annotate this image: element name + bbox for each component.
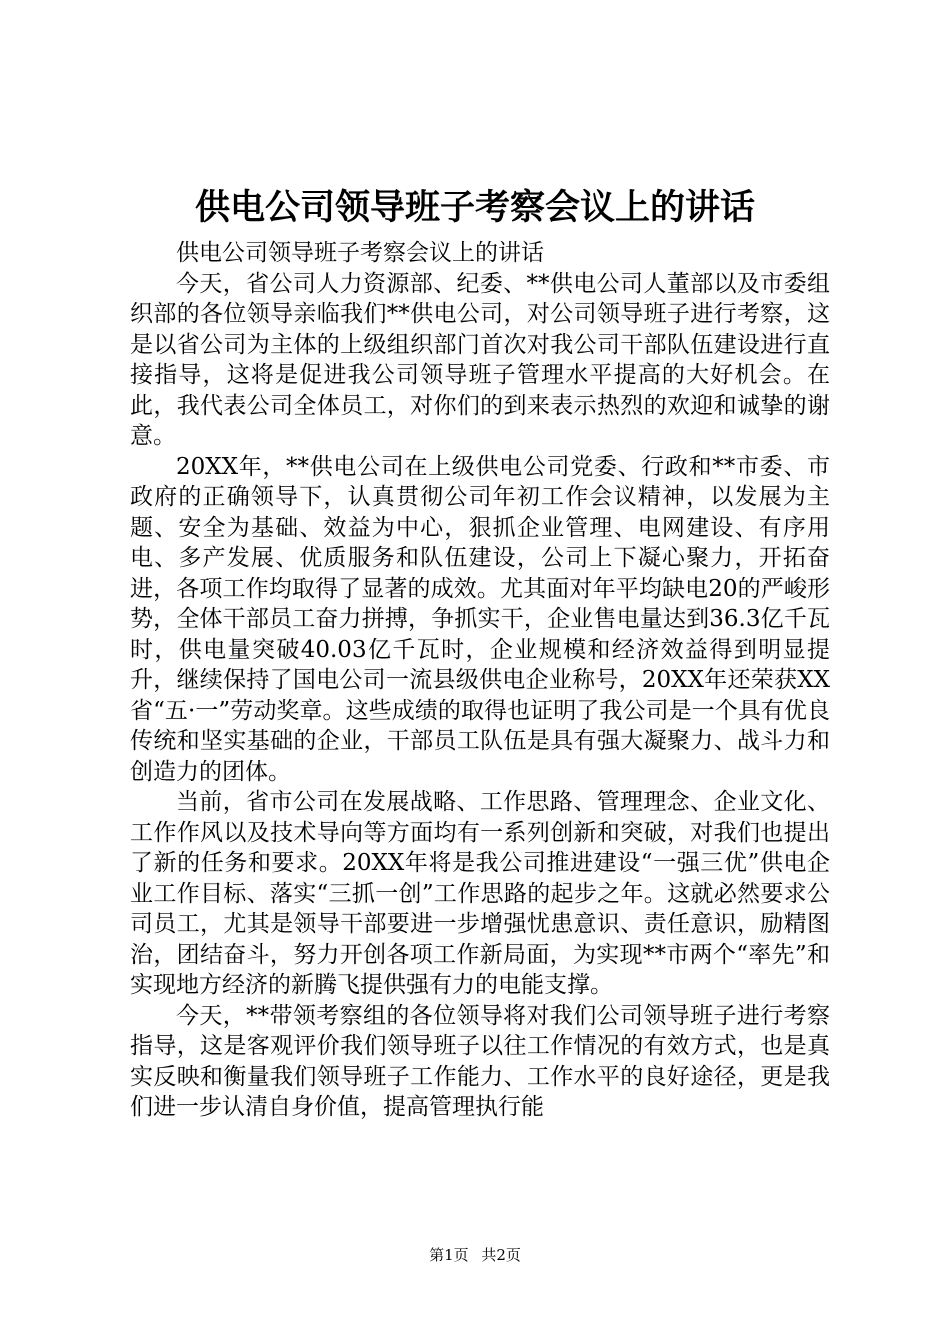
document-body xyxy=(130,238,830,1123)
paragraph-1: 今天，省公司人力资源部、纪委、**供电公司人董部以及市委组织部的各位领导亲临我们**供电公司，对公司领导班子进行考察，这是以省公司为主体的上级组织部门首次对我公司干部队伍建设进行直接指导，这将是促进我公司领导班子管理水平提高的大好机会。在此，我代表公司全体员工，对你们的到来表示热烈的欢迎和诚挚的谢意。 xyxy=(130,270,830,449)
paragraph-3: 当前，省市公司在发展战略、工作思路、管理理念、企业文化、工作作风以及技术导向等方面均有一系列创新和突破，对我们也提出了新的任务和要求。20XX年将是我公司推进建设“一强三优”供电企业工作目标、落实“三抓一创”工作思路的起步之年。这就必然要求公司员工，尤其是领导干部要进一步增强忧患意识、责任意识，励精图治，团结奋斗，努力开创各项工作新局面，为实现**市两个“率先”和实现地方经济的新腾飞提供强有力的电能支撑。 xyxy=(130,789,830,998)
page-total: 共2页 xyxy=(481,1246,521,1264)
page-footer xyxy=(0,1245,950,1265)
paragraph-2: 20XX年，**供电公司在上级供电公司党委、行政和**市委、市政府的正确领导下，认真贯彻公司年初工作会议精神，以发展为主题、安全为基础、效益为中心，狠抓企业管理、电网建设、有序用电、多产发展、优质服务和队伍建设，公司上下凝心聚力，开拓奋进，各项工作均取得了显著的成效。尤其面对年平均缺电20的严峻形势，全体干部员工奋力拼搏，争抓实干，企业售电量达到36.3亿千瓦时，供电量突破40.03亿千瓦时，企业规模和经济效益得到明显提升，继续保持了国电公司一流县级供电企业称号，20XX年还荣获XX省“五·一”劳动奖章。这些成绩的取得也证明了我公司是一个具有优良传统和坚实基础的企业，干部员工队伍是具有强大凝聚力、战斗力和创造力的团体。 xyxy=(130,453,830,785)
paragraph-subtitle: 供电公司领导班子考察会议上的讲话 xyxy=(176,240,544,266)
document-title: 供电公司领导班子考察会议上的讲话 xyxy=(194,188,755,228)
paragraph-4: 今天，**带领考察组的各位领导将对我们公司领导班子进行考察指导，这是客观评价我们领导班子以往工作情况的有效方式，也是真实反映和衡量我们领导班子工作能力、工作水平的良好途径，更是我们进一步认清自身价值，提高管理执行能 xyxy=(130,1002,830,1120)
page-number: 第1页 xyxy=(429,1246,469,1264)
